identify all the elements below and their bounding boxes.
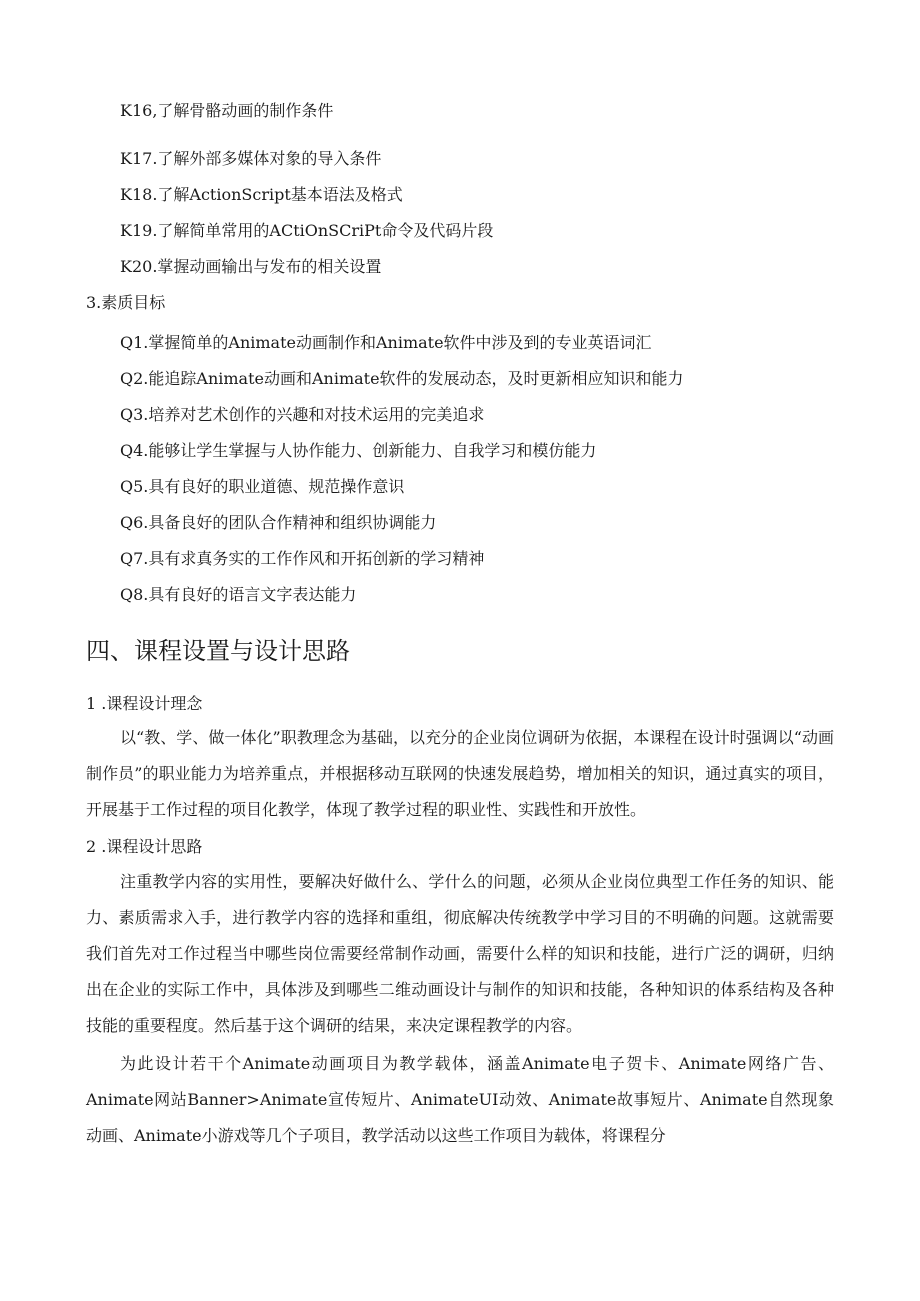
quality-item-q1: Q1.掌握简单的Animate动画制作和Animate软件中涉及到的专业英语词汇 — [120, 333, 652, 352]
quality-item-q5: Q5.具有良好的职业道德、规范操作意识 — [120, 477, 405, 496]
quality-item-q3: Q3.培养对艺术创作的兴趣和对技术运用的完美追求 — [120, 405, 485, 424]
knowledge-item-k20: K20.掌握动画输出与发布的相关设置 — [120, 257, 382, 276]
section-4-heading: 四、课程设置与设计思路 — [86, 637, 350, 665]
subsection-1-paragraph: 以“教、学、做一体化”职教理念为基础，以充分的企业岗位调研为依据，本课程在设计时强调以“动画制作员”的职业能力为培养重点，并根据移动互联网的快速发展趋势，增加相关的知识，通过真实的项目，开展基于工作过程的项目化教学，体现了教学过程的职业性、实践性和开放性。 — [86, 728, 834, 819]
quality-item-q7: Q7.具有求真务实的工作作风和开拓创新的学习精神 — [120, 549, 485, 568]
subsection-2-title: 2 .课程设计思路 — [86, 837, 203, 856]
knowledge-item-k17: K17.了解外部多媒体对象的导入条件 — [120, 149, 382, 168]
quality-item-q8: Q8.具有良好的语言文字表达能力 — [120, 585, 357, 604]
quality-item-q4: Q4.能够让学生掌握与人协作能力、创新能力、自我学习和模仿能力 — [120, 441, 597, 460]
subsection-2-paragraph-2: 为此设计若干个Animate动画项目为教学载体，涵盖Animate电子贺卡、Animate网络广告、Animate网站Banner>Animate宣传短片、AnimateUI动效、Animate故事短片、Animate自然现象动画、Animate小游戏等几个子项目，教学活动以这些工作项目为载体，将课程分 — [86, 1054, 834, 1145]
knowledge-item-k18: K18.了解ActionScript基本语法及格式 — [120, 185, 403, 204]
knowledge-item-k19: K19.了解简单常用的ACtiOnSCriPt命令及代码片段 — [120, 221, 494, 240]
quality-section-title: 3.素质目标 — [86, 293, 166, 312]
quality-item-q2: Q2.能追踪Animate动画和Animate软件的发展动态，及时更新相应知识和能力 — [120, 369, 684, 388]
quality-item-q6: Q6.具备良好的团队合作精神和组织协调能力 — [120, 513, 437, 532]
knowledge-item-k16: K16,了解骨骼动画的制作条件 — [120, 101, 334, 120]
subsection-1-title: 1 .课程设计理念 — [86, 694, 203, 713]
subsection-2-paragraph-1: 注重教学内容的实用性，要解决好做什么、学什么的问题，必须从企业岗位典型工作任务的知识、能力、素质需求入手，进行教学内容的选择和重组，彻底解决传统教学中学习目的不明确的问题。这就需要我们首先对工作过程当中哪些岗位需要经常制作动画，需要什么样的知识和技能，进行广泛的调研，归纳出在企业的实际工作中，具体涉及到哪些二维动画设计与制作的知识和技能，各种知识的体系结构及各种技能的重要程度。然后基于这个调研的结果，来决定课程教学的内容。 — [86, 872, 834, 1035]
